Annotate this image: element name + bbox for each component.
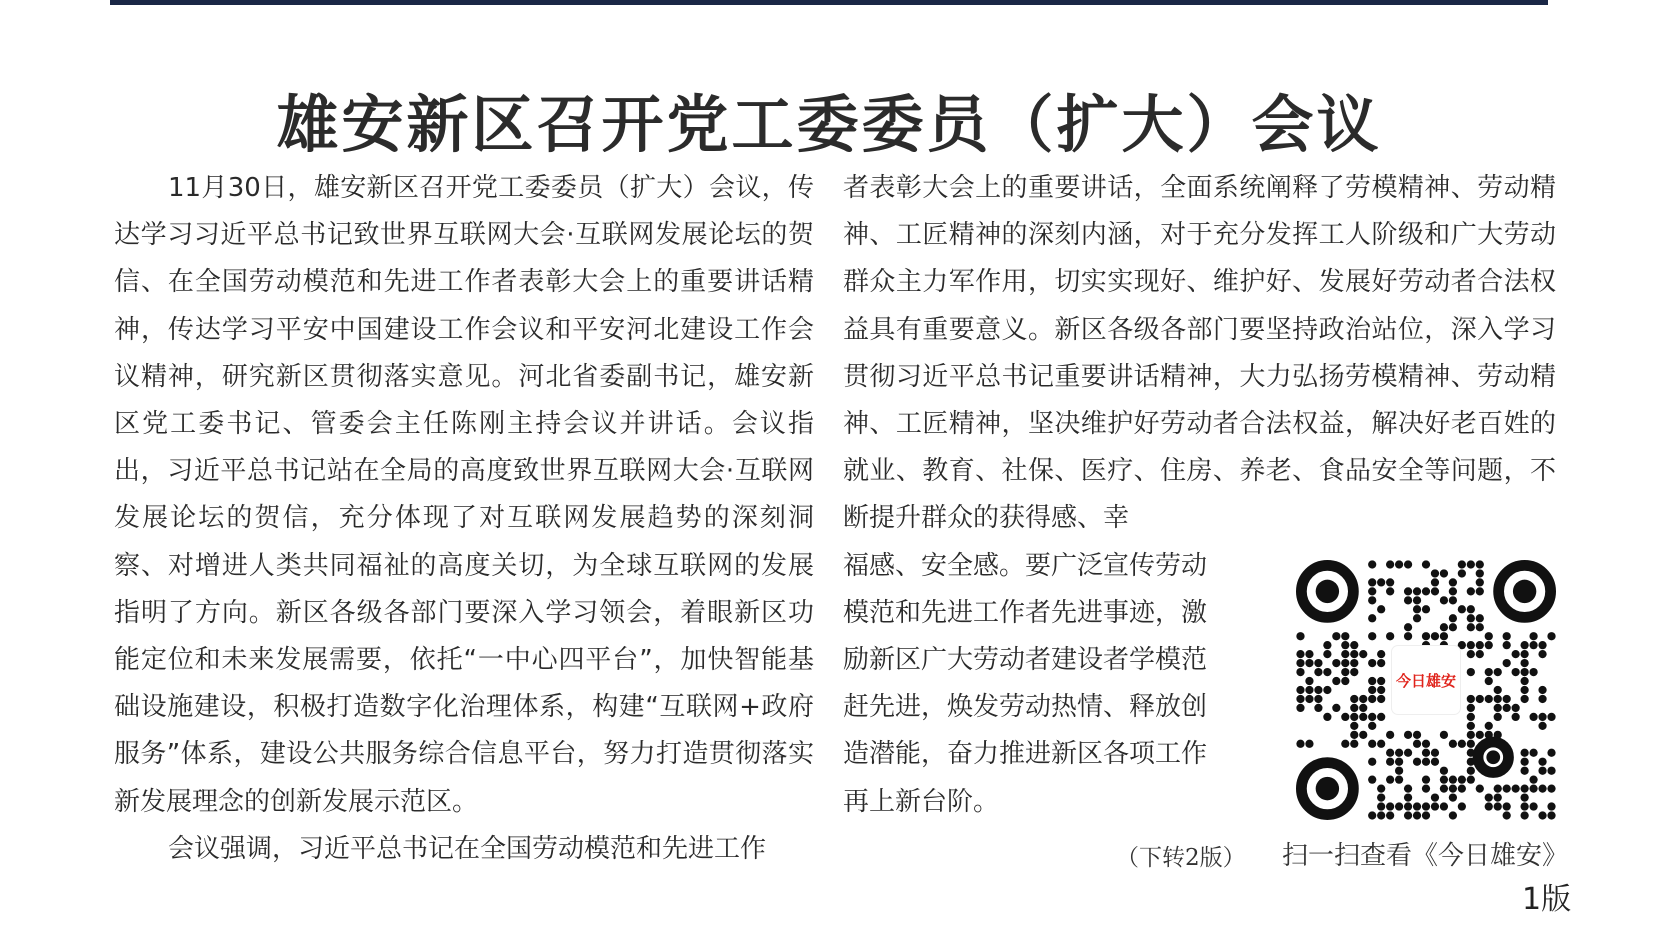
qr-module [1404, 811, 1412, 819]
article-wrap-text [843, 543, 1243, 826]
qr-module [1368, 740, 1376, 748]
qr-module [1467, 722, 1475, 730]
qr-module [1323, 650, 1331, 658]
qr-module [1538, 784, 1546, 792]
qr-module [1404, 802, 1412, 810]
qr-module [1503, 802, 1511, 810]
qr-module [1520, 749, 1528, 757]
qr-module [1368, 758, 1376, 766]
qr-module [1341, 632, 1349, 640]
qr-module [1538, 686, 1546, 694]
qr-module [1386, 758, 1394, 766]
qr-module [1296, 668, 1304, 676]
qr-module [1377, 578, 1385, 586]
qr-module [1512, 784, 1520, 792]
qr-module [1494, 784, 1502, 792]
qr-module [1314, 686, 1322, 694]
qr-module [1422, 587, 1430, 595]
qr-module [1485, 668, 1493, 676]
qr-module [1476, 784, 1484, 792]
qr-module [1368, 713, 1376, 721]
qr-module [1458, 560, 1466, 568]
qr-module [1494, 668, 1502, 676]
qr-module [1529, 713, 1537, 721]
qr-module [1314, 695, 1322, 703]
qr-module [1431, 802, 1439, 810]
qr-module [1323, 641, 1331, 649]
qr-module [1440, 569, 1448, 577]
qr-module [1350, 722, 1358, 730]
qr-module [1467, 605, 1475, 613]
qr-finder-eye [1486, 750, 1500, 764]
qr-module [1350, 641, 1358, 649]
qr-module [1547, 811, 1555, 819]
qr-module [1368, 614, 1376, 622]
qr-module [1431, 758, 1439, 766]
qr-module [1368, 677, 1376, 685]
qr-module [1404, 784, 1412, 792]
qr-module [1520, 659, 1528, 667]
qr-module [1476, 578, 1484, 586]
qr-finder-eye [1316, 580, 1339, 603]
qr-module [1520, 784, 1528, 792]
qr-module [1350, 659, 1358, 667]
qr-module [1386, 811, 1394, 819]
qr-module [1467, 668, 1475, 676]
qr-module [1538, 811, 1546, 819]
qr-module [1395, 758, 1403, 766]
qr-module [1404, 731, 1412, 739]
qr-module [1494, 713, 1502, 721]
qr-module [1467, 614, 1475, 622]
qr-module [1305, 677, 1313, 685]
qr-module [1377, 811, 1385, 819]
article-paragraph-2: 会议强调，习近平总书记在全国劳动模范和先进工作 [168, 833, 767, 864]
qr-module [1547, 749, 1555, 757]
qr-logo: 今日雄安 [1392, 646, 1460, 714]
qr-module [1529, 749, 1537, 757]
qr-module [1485, 641, 1493, 649]
qr-module [1305, 659, 1313, 667]
qr-module [1296, 650, 1304, 658]
qr-module [1377, 793, 1385, 801]
qr-module [1538, 650, 1546, 658]
qr-module [1538, 758, 1546, 766]
qr-module [1332, 677, 1340, 685]
qr-module [1314, 704, 1322, 712]
qr-module [1431, 793, 1439, 801]
qr-module [1467, 776, 1475, 784]
qr-module [1332, 659, 1340, 667]
page-number: 1版 [1522, 882, 1572, 917]
qr-module [1476, 641, 1484, 649]
qr-module [1386, 578, 1394, 586]
qr-module [1494, 802, 1502, 810]
qr-module [1386, 731, 1394, 739]
qr-module [1485, 632, 1493, 640]
qr-module [1485, 695, 1493, 703]
qr-module [1503, 695, 1511, 703]
qr-module [1440, 767, 1448, 775]
qr-module [1404, 793, 1412, 801]
qr-module [1377, 784, 1385, 792]
qr-module [1341, 668, 1349, 676]
qr-module [1377, 713, 1385, 721]
qr-module [1323, 668, 1331, 676]
qr-module [1458, 569, 1466, 577]
qr-module [1422, 784, 1430, 792]
qr-module [1476, 560, 1484, 568]
qr-module [1314, 659, 1322, 667]
qr-module [1431, 632, 1439, 640]
qr-module [1404, 587, 1412, 595]
qr-module [1377, 650, 1385, 658]
qr-module [1529, 802, 1537, 810]
qr-module [1395, 767, 1403, 775]
qr-module [1440, 776, 1448, 784]
qr-module [1359, 704, 1367, 712]
article-paragraph-1: 11月30日，雄安新区召开党工委委员（扩大）会议，传达学习习近平总书记致世界互联网大会·互联网发展论坛的贺信、在全国劳动模范和先进工作者表彰大会上的重要讲话精神，传达学习平安中国建设工作会议和平安河北建设工作会议精神，研究新区贯彻落实意见。河北省委副书记，雄安新区党工委书记、管委会主任陈刚主持会议并讲话。会议指出，习近平总书记站在全局的高度致世界互联网大会·互联网发展论坛的贺信，充分体现了对互联网发展趋势的深刻洞察、对增进人类共同福祉的高度关切，为全球互联网的发展指明了方向。新区各级各部门要深入学习领会，着眼新区功能定位和未来发展需要，依托“一中心四平台”，加快智能基础设施建设，积极打造数字化治理体系，构建“互联网+政府服务”体系，建设公共服务综合信息平台，努力打造贯彻落实新发展理念的创新发展示范区。 [114, 173, 814, 817]
wrap-line: 励新区广大劳动者建设者学模范 [843, 645, 1208, 676]
qr-module [1529, 641, 1537, 649]
qr-module [1476, 731, 1484, 739]
qr-module [1305, 650, 1313, 658]
qr-module [1431, 587, 1439, 595]
qr-module [1449, 578, 1457, 586]
qr-module [1547, 802, 1555, 810]
qr-module [1520, 811, 1528, 819]
qr-module [1494, 793, 1502, 801]
qr-module [1413, 731, 1421, 739]
qr-module [1422, 758, 1430, 766]
qr-module [1503, 811, 1511, 819]
qr-module [1296, 695, 1304, 703]
qr-module [1476, 650, 1484, 658]
qr-module [1520, 668, 1528, 676]
qr-module [1377, 802, 1385, 810]
qr-module [1520, 767, 1528, 775]
qr-module [1476, 587, 1484, 595]
qr-module [1512, 650, 1520, 658]
qr-module [1422, 560, 1430, 568]
qr-module [1413, 596, 1421, 604]
qr-module [1305, 740, 1313, 748]
qr-module [1449, 740, 1457, 748]
qr-module [1538, 713, 1546, 721]
qr-module [1341, 677, 1349, 685]
qr-module [1305, 686, 1313, 694]
qr-module [1467, 713, 1475, 721]
qr-module [1494, 695, 1502, 703]
qr-module [1296, 686, 1304, 694]
qr-module [1359, 713, 1367, 721]
qr-module [1350, 740, 1358, 748]
qr-module [1404, 560, 1412, 568]
qr-module [1503, 704, 1511, 712]
qr-module [1476, 695, 1484, 703]
qr-module [1449, 811, 1457, 819]
qr-module [1538, 695, 1546, 703]
wrap-line: 赶先进，焕发劳动热情、释放创 [843, 692, 1208, 723]
qr-module [1467, 587, 1475, 595]
article-continued-text: 者表彰大会上的重要讲话，全面系统阐释了劳模精神、劳动精神、工匠精神的深刻内涵，对于充分发挥工人阶级和广大劳动群众主力军作用，切实实现好、维护好、发展好劳动者合法权益具有重要意义。新区各级各部门要坚持政治站位，深入学习贯彻习近平总书记重要讲话精神，大力弘扬劳模精神、劳动精神、工匠精神，坚决维护好劳动者合法权益，解决好老百姓的就业、教育、社保、医疗、住房、养老、食品安全等问题，不断提升群众的获得感、幸 [843, 173, 1556, 534]
article-column-left [114, 165, 814, 873]
qr-module [1494, 686, 1502, 694]
qr-module [1404, 749, 1412, 757]
qr-module [1350, 704, 1358, 712]
qr-module [1431, 569, 1439, 577]
qr-module [1368, 578, 1376, 586]
qr-module [1520, 758, 1528, 766]
qr-module [1368, 811, 1376, 819]
qr-module [1440, 623, 1448, 631]
qr-module [1538, 722, 1546, 730]
qr-module [1404, 632, 1412, 640]
qr-module [1413, 605, 1421, 613]
qr-module [1458, 802, 1466, 810]
qr-module [1377, 686, 1385, 694]
qr-module [1404, 596, 1412, 604]
qr-module [1529, 784, 1537, 792]
qr-module [1413, 740, 1421, 748]
qr-code[interactable] [1296, 560, 1556, 820]
qr-module [1386, 802, 1394, 810]
qr-module [1440, 731, 1448, 739]
qr-module [1395, 749, 1403, 757]
wrap-line: 福感、安全感。要广泛宣传劳动 [843, 550, 1208, 581]
qr-module [1467, 560, 1475, 568]
qr-module [1296, 740, 1304, 748]
qr-module [1476, 569, 1484, 577]
qr-module [1422, 740, 1430, 748]
qr-module [1449, 776, 1457, 784]
qr-module [1458, 605, 1466, 613]
qr-module [1350, 713, 1358, 721]
qr-module [1359, 731, 1367, 739]
qr-module [1341, 650, 1349, 658]
qr-module [1368, 587, 1376, 595]
qr-module [1377, 695, 1385, 703]
qr-module [1350, 731, 1358, 739]
qr-module [1422, 632, 1430, 640]
qr-module [1386, 749, 1394, 757]
qr-module [1520, 641, 1528, 649]
qr-module [1467, 641, 1475, 649]
qr-module [1547, 632, 1555, 640]
qr-module [1341, 659, 1349, 667]
qr-module [1467, 731, 1475, 739]
qr-module [1368, 596, 1376, 604]
headline: 雄安新区召开党工委委员（扩大）会议 [276, 87, 1382, 161]
qr-module [1314, 668, 1322, 676]
wrap-line: 模范和先进工作者先进事迹，激 [843, 597, 1208, 628]
qr-module [1332, 632, 1340, 640]
qr-module [1395, 802, 1403, 810]
qr-module [1547, 713, 1555, 721]
qr-finder-eye [1513, 580, 1536, 603]
qr-module [1512, 704, 1520, 712]
qr-module [1476, 614, 1484, 622]
qr-module [1467, 704, 1475, 712]
qr-module [1368, 659, 1376, 667]
qr-module [1323, 686, 1331, 694]
qr-module [1440, 802, 1448, 810]
qr-module [1341, 713, 1349, 721]
qr-module [1449, 623, 1457, 631]
qr-module [1296, 632, 1304, 640]
qr-module [1323, 713, 1331, 721]
qr-module [1503, 641, 1511, 649]
qr-module [1520, 695, 1528, 703]
qr-module [1341, 740, 1349, 748]
qr-module [1296, 704, 1304, 712]
qr-module [1368, 686, 1376, 694]
qr-module [1467, 623, 1475, 631]
qr-module [1458, 776, 1466, 784]
qr-module [1359, 695, 1367, 703]
qr-module [1458, 740, 1466, 748]
qr-module [1431, 749, 1439, 757]
qr-module [1520, 650, 1528, 658]
qr-module [1377, 605, 1385, 613]
qr-caption: 扫一扫查看《今日雄安》 [1282, 841, 1569, 871]
qr-module [1368, 560, 1376, 568]
qr-module [1538, 767, 1546, 775]
qr-module [1395, 776, 1403, 784]
qr-module [1467, 767, 1475, 775]
qr-module [1503, 784, 1511, 792]
qr-module [1476, 623, 1484, 631]
qr-module [1520, 686, 1528, 694]
qr-module [1512, 713, 1520, 721]
qr-module [1538, 641, 1546, 649]
qr-module [1547, 767, 1555, 775]
qr-module [1404, 623, 1412, 631]
qr-module [1440, 632, 1448, 640]
qr-module [1368, 776, 1376, 784]
qr-module [1449, 587, 1457, 595]
qr-module [1332, 704, 1340, 712]
qr-module [1413, 587, 1421, 595]
qr-module [1431, 578, 1439, 586]
qr-module [1449, 784, 1457, 792]
qr-module [1503, 659, 1511, 667]
qr-module [1458, 784, 1466, 792]
wrap-line: 造潜能，奋力推进新区各项工作 [843, 739, 1208, 770]
qr-module [1529, 668, 1537, 676]
qr-module [1368, 632, 1376, 640]
qr-module [1296, 659, 1304, 667]
qr-module [1386, 587, 1394, 595]
qr-module [1485, 802, 1493, 810]
qr-module [1440, 596, 1448, 604]
qr-module [1449, 793, 1457, 801]
qr-module [1422, 811, 1430, 819]
qr-module [1341, 641, 1349, 649]
qr-module [1350, 650, 1358, 658]
qr-finder-eye [1316, 777, 1339, 800]
qr-module [1395, 560, 1403, 568]
wrap-line: 再上新台阶。 [843, 786, 1000, 817]
qr-module [1440, 784, 1448, 792]
qr-module [1350, 668, 1358, 676]
qr-module [1467, 695, 1475, 703]
qr-module [1547, 784, 1555, 792]
qr-module [1413, 758, 1421, 766]
continuation-note: （下转2版） [1116, 845, 1246, 871]
qr-module [1520, 802, 1528, 810]
qr-module [1377, 740, 1385, 748]
qr-module [1377, 659, 1385, 667]
qr-module [1359, 650, 1367, 658]
qr-module [1305, 695, 1313, 703]
qr-module [1422, 749, 1430, 757]
qr-module [1368, 695, 1376, 703]
qr-module [1467, 740, 1475, 748]
qr-module [1494, 704, 1502, 712]
qr-module [1503, 632, 1511, 640]
qr-module [1467, 650, 1475, 658]
qr-module [1422, 605, 1430, 613]
qr-module [1512, 668, 1520, 676]
qr-module [1350, 695, 1358, 703]
qr-module [1368, 722, 1376, 730]
qr-module [1413, 811, 1421, 819]
qr-module [1485, 722, 1493, 730]
top-rule [110, 0, 1548, 5]
qr-module [1386, 560, 1394, 568]
qr-module [1413, 614, 1421, 622]
qr-module [1386, 776, 1394, 784]
qr-module [1413, 802, 1421, 810]
qr-module [1422, 802, 1430, 810]
qr-module [1449, 596, 1457, 604]
qr-module [1520, 677, 1528, 685]
qr-module [1529, 632, 1537, 640]
qr-module [1377, 677, 1385, 685]
qr-module [1386, 632, 1394, 640]
qr-module [1485, 677, 1493, 685]
qr-module [1529, 776, 1537, 784]
qr-module [1449, 614, 1457, 622]
qr-module [1485, 793, 1493, 801]
qr-module [1520, 793, 1528, 801]
qr-module [1422, 776, 1430, 784]
